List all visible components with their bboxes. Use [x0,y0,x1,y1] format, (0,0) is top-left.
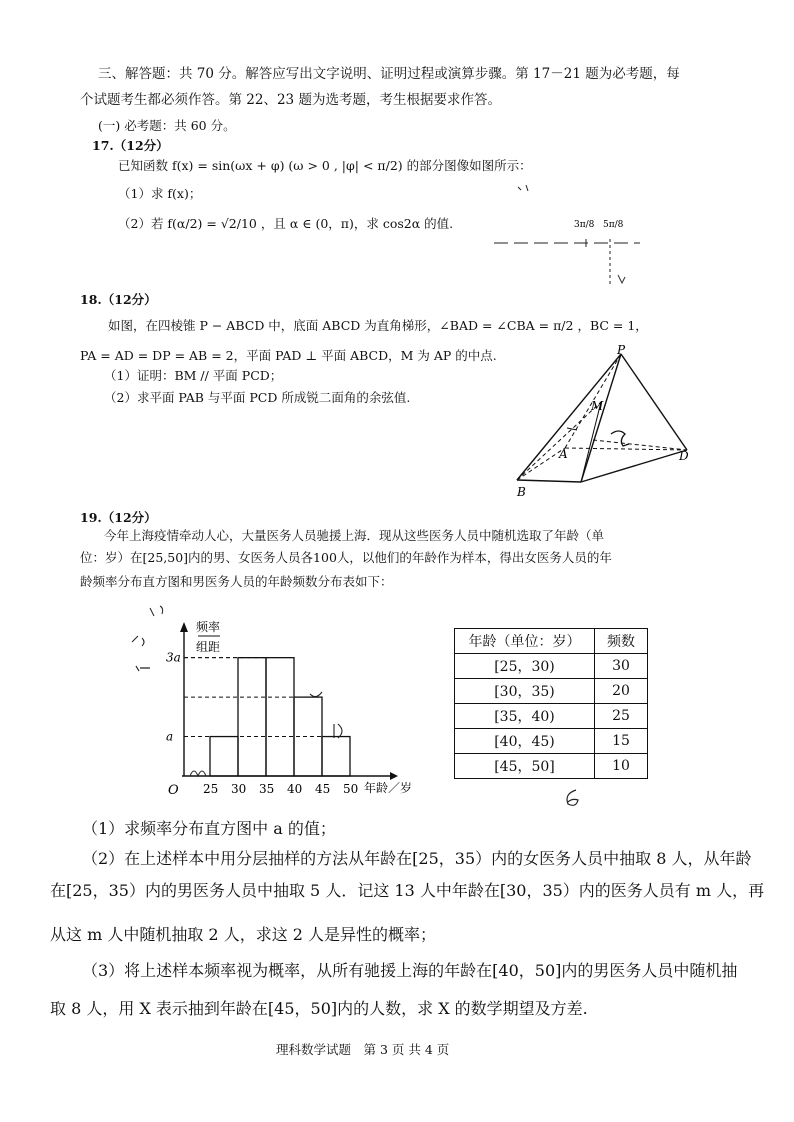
q17-sine-graph [490,175,650,290]
histogram-bar [322,737,350,776]
x-tick-label: 25 [203,782,219,796]
q19-part2-line2: 在[25，35）内的男医务人员中抽取 5 人．记这 13 人中年龄在[30，35）内的医务人员有 m 人，再 [50,881,765,900]
y-tick-label: a [166,729,174,744]
male-age-frequency-table [454,628,648,779]
header-age: 年龄（单位：岁） [455,629,595,654]
pyramid-figure [505,340,710,502]
table-row [455,654,648,679]
q17-part1: （1）求 f(x)； [118,186,202,201]
table-row [455,754,648,779]
graph-stray-marks [518,185,528,191]
x-tick-label: 45 [315,782,331,796]
section-line-2: 个试题考生都必须作答。第 22、23 题为选考题，考生根据要求作答。 [80,92,501,108]
q19-part1: （1）求频率分布直方图中 a 的值； [82,819,336,838]
x-tick-label: 35 [259,782,275,796]
x-tick-label: 30 [231,782,247,796]
q17-stem: 已知函数 f(x) = sin(ωx + φ) (ω > 0 , |φ| < π/2) 的部分图像如图所示： [118,158,532,173]
section-line-1: 三、解答题：共 70 分。解答应写出文字说明、证明过程或演算步骤。第 17－21 题为必考题，每 [98,66,680,82]
age-histogram [110,600,430,805]
x-axis-label: 年龄／岁 [364,781,413,795]
y-axis-label-denominator: 组距 [196,640,221,654]
histogram-bar [210,737,238,776]
x-tick-label: 50 [343,782,359,796]
table-row [455,729,648,754]
table-cell-age: [40，45) [455,729,595,754]
origin-label: O [168,783,179,798]
q19-line1: 今年上海疫情牵动人心，大量医务人员驰援上海．现从这些医务人员中随机选取了年龄（单 [104,528,605,543]
table-header-row [455,629,648,654]
q18-part1: （1）证明：BM // 平面 PCD； [104,368,283,383]
q18-part2: （2）求平面 PAB 与平面 PCD 所成锐二面角的余弦值. [104,390,411,405]
header-count: 频数 [595,629,648,654]
q19-heading: 19.（12分） [80,510,157,525]
histogram-bar [266,658,294,776]
table-cell-age: [30，35) [455,679,595,704]
table-cell-count: 25 [595,704,648,729]
graph-label-3pi8: 3π/8 [574,220,595,230]
table-row [455,679,648,704]
q18-line1: 如图，在四棱锥 P − ABCD 中，底面 ABCD 为直角梯形，∠BAD = ∠CBA = π/2 ，BC = 1， [108,318,648,333]
section-line-3: (一) 必考题：共 60 分。 [98,118,236,133]
table-cell-age: [25，30) [455,654,595,679]
table-cell-age: [45，50] [455,754,595,779]
table-cell-count: 20 [595,679,648,704]
q19-part2-line3: 从这 m 人中随机抽取 2 人，求这 2 人是异性的概率； [50,925,437,944]
q19-line2: 位：岁）在[25,50]内的男、女医务人员各100人，以他们的年龄作为样本，得出女医务人员的年 [80,550,612,565]
x-axis-arrow [390,772,398,780]
x-tick-label: 40 [287,782,303,796]
graph-handwriting [618,275,625,283]
label-D: D [679,449,689,463]
handwritten-mark [560,788,590,810]
label-A: A [559,447,568,461]
y-axis-label: 频率 [196,620,221,634]
page-footer: 理科数学试题 第 3 页 共 4 页 [276,1042,450,1057]
table-cell-count: 10 [595,754,648,779]
graph-label-5pi8: 5π/8 [603,220,624,230]
label-B: B [517,485,526,499]
q19-line3: 龄频率分布直方图和男医务人员的年龄频数分布表如下： [80,574,393,589]
q17-heading: 17.（12分） [92,138,169,153]
q19-part3-line1: （3）将上述样本频率视为概率，从所有驰援上海的年龄在[40，50]内的男医务人员中随机抽 [82,961,738,980]
label-P: P [617,343,626,357]
histogram-bar [238,658,266,776]
q19-part3-line2: 取 8 人，用 X 表示抽到年龄在[45，50]内的人数，求 X 的数学期望及方差. [50,999,588,1018]
table-row [455,704,648,729]
table-cell-age: [35，40) [455,704,595,729]
q18-line2: PA = AD = DP = AB = 2，平面 PAD ⊥ 平面 ABCD，M 为 AP 的中点. [80,348,497,363]
y-tick-label: 3a [166,650,181,665]
table-cell-count: 15 [595,729,648,754]
histogram-bars [184,658,350,776]
label-M: M [591,399,604,413]
q18-heading: 18.（12分） [80,292,157,307]
y-axis-arrow [180,622,188,632]
q17-part2: （2）若 f(α/2) = √2/10 ，且 α ∈ (0，π)，求 cos2α 的值. [118,216,454,231]
table-cell-count: 30 [595,654,648,679]
q19-part2-line1: （2）在上述样本中用分层抽样的方法从年龄在[25，35）内的女医务人员中抽取 8 人，从年龄 [82,849,752,868]
